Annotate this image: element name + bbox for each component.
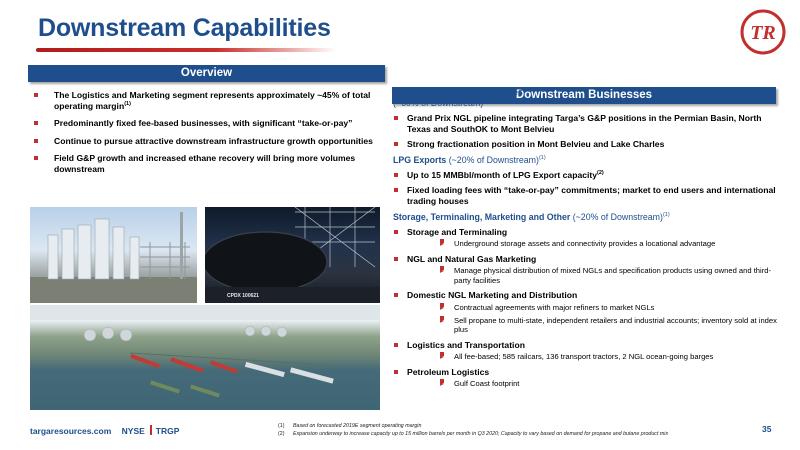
title-underline (36, 48, 336, 52)
fractionation-plant-photo (30, 207, 197, 303)
footer-separator (150, 425, 152, 435)
svg-text:TR: TR (750, 22, 776, 44)
overview-bullets (32, 90, 377, 181)
storage-sub-bullet: ▸ Sell propane to multi-state, independent retailers and industrial accounts; inventory sold at index plus (407, 316, 778, 335)
export-terminal-aerial-photo (30, 305, 380, 410)
storage-item: Logistics and Transportation ▸ All fee-based; 585 railcars, 136 transport tractors, 2 NGL ocean-going barges (393, 340, 778, 362)
rail-tank-car-photo (205, 207, 380, 303)
storage-item: Storage and Terminaling ▸ Underground storage assets and connectivity provides a locational advantage (393, 227, 778, 249)
ngl-bullet: Grand Prix NGL pipeline integrating Targa’s G&P positions in the Permian Basin, North Texas and SouthOK to Mont Belvieu (393, 113, 778, 134)
overview-header: Overview (28, 65, 385, 82)
overview-bullet: Field G&P growth and increased ethane recovery will bring more volumes downstream (32, 153, 377, 174)
storage-items (393, 227, 778, 389)
targa-logo-icon (735, 6, 791, 58)
page-number: 35 (762, 424, 772, 434)
rail-car-label: CPDX 100621 (227, 293, 259, 299)
overview-bullet: Continue to pursue attractive downstream infrastructure growth opportunities (32, 136, 377, 147)
lpg-section-title: LPG Exports (~20% of Downstream)$^{(1)}$ (393, 154, 546, 165)
storage-sub-bullet: ▸ Underground storage assets and connectivity provides a locational advantage (407, 239, 778, 248)
website-link[interactable]: targaresources.com (30, 426, 112, 436)
overview-bullet: The Logistics and Marketing segment represents approximately ~45% of total operating margin$^{(1)}$ (32, 90, 377, 111)
storage-sub-bullet: ▸ Gulf Coast footprint (407, 379, 778, 388)
ngl-bullet: Strong fractionation position in Mont Belvieu and Lake Charles (393, 139, 778, 150)
storage-sub-bullet: ▸ Contractual agreements with major refiners to market NGLs (407, 303, 778, 312)
downstream-header: Downstream Businesses (392, 87, 776, 104)
ngl-section-title: NGL Transportation & Services (393, 87, 523, 97)
page-title: Downstream Capabilities (38, 14, 331, 42)
ngl-bullets (393, 113, 778, 150)
lpg-bullets (393, 170, 778, 207)
storage-item: NGL and Natural Gas Marketing ▸ Manage physical distribution of mixed NGLs and specification products using owned and third-party facilities (393, 254, 778, 285)
footnote: (1) Based on forecasted 2019E segment operating margin (278, 423, 422, 429)
storage-item: Domestic NGL Marketing and Distribution ▸ Contractual agreements with major refiners to market NGLs ▸ Sell propane to multi-state, independent retailers and industrial accounts; inventory sold at index plus (393, 290, 778, 335)
overview-bullet: Predominantly fixed fee-based businesses, with significant “take-or-pay” (32, 118, 377, 129)
footnote: (2) Expansion underway to increase capacity up to 15 million barrels per month in Q3 2020; Capacity to vary based on demand for propane and butane product mix (278, 430, 669, 437)
lpg-bullet: Up to 15 MMBbl/month of LPG Export capacity$^{(2)}$ (393, 170, 778, 181)
storage-sub-bullet: ▸ All fee-based; 585 railcars, 136 transport tractors, 2 NGL ocean-going barges (407, 352, 778, 361)
downstream-businesses-panel (393, 87, 778, 394)
storage-section-title: Storage, Terminaling, Marketing and Other (~20% of Downstream)$^{(1)}$ (393, 211, 670, 222)
ngl-section-share: (~60% of Downstream)$^{(1)}$ (393, 98, 490, 108)
storage-sub-bullet: ▸ Manage physical distribution of mixed NGLs and specification products using owned and third-party facilities (407, 266, 778, 285)
footnotes (278, 423, 748, 438)
exchange-label: NYSE (121, 426, 145, 436)
footer-brand (30, 425, 179, 436)
ticker-label: TRGP (155, 426, 180, 436)
lpg-bullet: Fixed loading fees with “take-or-pay” commitments; market to end users and international trading houses (393, 185, 778, 206)
storage-item: Petroleum Logistics ▸ Gulf Coast footprint (393, 367, 778, 389)
